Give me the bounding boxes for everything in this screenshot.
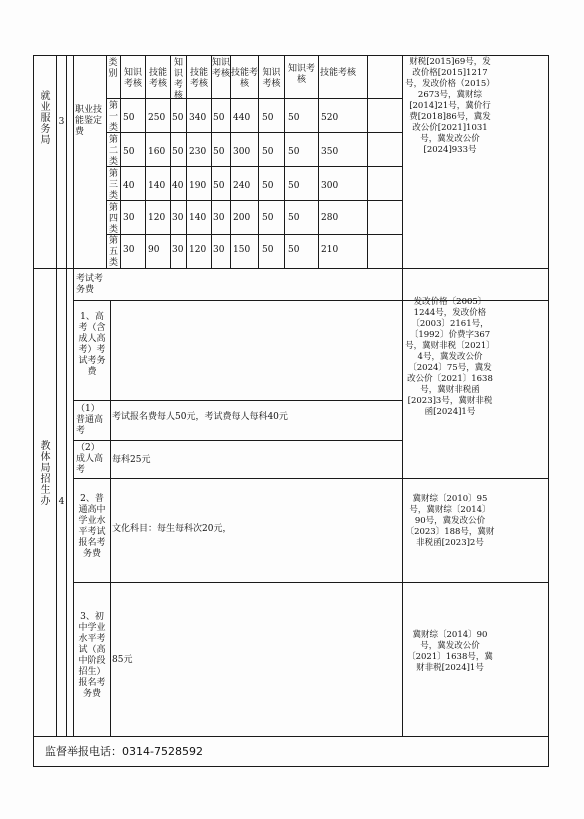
grid-line xyxy=(106,234,402,235)
cell: 150 xyxy=(233,245,251,255)
cell: 300 xyxy=(321,181,339,191)
cell: 50 xyxy=(213,181,225,191)
xuekao-label: 2、普通高中学业水平考试报名考务费 xyxy=(78,494,106,559)
table-border xyxy=(33,55,549,56)
cell: 140 xyxy=(189,213,207,223)
col-line xyxy=(56,55,57,737)
cell: 90 xyxy=(148,245,160,255)
xuekao-basis: 冀财综〔2010〕95号，冀财综〔2014〕90号，冀发改公价〔2023〕188号，冀财非税函[2023]2号 xyxy=(405,494,495,548)
cell: 210 xyxy=(321,245,339,255)
cell: 40 xyxy=(123,181,135,191)
cell: 140 xyxy=(148,181,166,191)
cell: 50 xyxy=(262,213,274,223)
header-col: 知识考核 xyxy=(287,64,315,85)
exam-fee-label: 考试考务费 xyxy=(76,274,104,295)
header-col: 技能考核 xyxy=(148,68,167,89)
grid-line xyxy=(73,400,402,401)
row-label: 第五类 xyxy=(108,236,118,268)
cell: 190 xyxy=(189,181,207,191)
hotline-text: 监督举报电话：0314-7528592 xyxy=(45,745,203,758)
header-col: 知识考核 xyxy=(123,68,142,89)
cell: 50 xyxy=(123,113,135,123)
row-index: 4 xyxy=(58,497,65,507)
cell: 280 xyxy=(321,213,339,223)
grid-line xyxy=(73,478,549,479)
cell: 50 xyxy=(213,147,225,157)
cell: 50 xyxy=(262,147,274,157)
grid-line xyxy=(106,98,402,99)
grid-line xyxy=(106,132,402,133)
col-line xyxy=(402,55,403,737)
col-line xyxy=(73,55,74,737)
cell: 30 xyxy=(172,213,184,223)
cell: 30 xyxy=(123,213,135,223)
department-name: 就业服务局 xyxy=(38,90,49,145)
row-label: 第三类 xyxy=(108,169,118,201)
row-label: 第一类 xyxy=(108,101,118,133)
cell: 50 xyxy=(123,147,135,157)
cell: 300 xyxy=(233,147,251,157)
cell: 50 xyxy=(213,113,225,123)
cell: 50 xyxy=(262,181,274,191)
cell: 340 xyxy=(189,113,207,123)
grid-line xyxy=(284,55,285,268)
item-name: 职业技能鉴定费 xyxy=(75,105,103,137)
cell: 50 xyxy=(288,181,300,191)
header-category: 类别 xyxy=(108,58,118,79)
header-col: 技能考核 xyxy=(231,68,259,89)
gaokao-label: 1、高考（含成人高考）考试考务费 xyxy=(78,312,106,377)
header-col: 技能考核 xyxy=(189,68,208,89)
table-border xyxy=(33,55,34,767)
xuekao-fee: 文化科目：每生每科次20元， xyxy=(112,524,232,534)
cell: 50 xyxy=(172,113,184,123)
header-col: 知识考核 xyxy=(173,58,183,101)
department-name: 教体局招生办 xyxy=(38,440,49,506)
pugao-label: （1）普通高考 xyxy=(76,404,104,436)
cell: 50 xyxy=(172,147,184,157)
cell: 440 xyxy=(233,113,251,123)
basis-text: 财税[2015]69号，发改价格[2015]1217号，发改价格（2015）2673号，冀财综[2014]21号，冀价行费[2018]86号，冀发改公价[2021]1031号，冀发改公价[2024]933号 xyxy=(405,57,495,155)
cell: 250 xyxy=(148,113,166,123)
grid-line xyxy=(73,582,549,583)
row-label: 第四类 xyxy=(108,203,118,235)
header-col: 知识考核 xyxy=(262,68,281,89)
cell: 520 xyxy=(321,113,339,123)
cell: 230 xyxy=(189,147,207,157)
cell: 50 xyxy=(288,245,300,255)
grid-line xyxy=(110,300,111,737)
cell: 120 xyxy=(189,245,207,255)
cell: 40 xyxy=(172,181,184,191)
cell: 120 xyxy=(148,213,166,223)
grid-line xyxy=(318,55,319,268)
col-line xyxy=(66,55,67,737)
grid-line xyxy=(106,200,402,201)
cell: 30 xyxy=(123,245,135,255)
cell: 350 xyxy=(321,147,339,157)
grid-line xyxy=(211,55,212,268)
cell: 200 xyxy=(233,213,251,223)
gaokao-basis: 发改价格〔2005〕1244号，发改价格〔2003〕2161号，〔1992〕价费字367号，冀财非税〔2021〕4号，冀发改公价〔2024〕75号，冀发改公价〔2021〕1638号，冀财非税函[2023]3号，冀财非税函[2024]1号 xyxy=(405,297,495,417)
cell: 30 xyxy=(172,245,184,255)
chenggao-fee: 每科25元 xyxy=(112,455,151,465)
cell: 30 xyxy=(213,245,225,255)
cell: 50 xyxy=(288,147,300,157)
pugao-fee: 考试报名费每人50元，考试费每人每科40元 xyxy=(112,412,288,422)
header-col: 知识考核 xyxy=(212,58,231,79)
cell: 160 xyxy=(148,147,166,157)
cell: 240 xyxy=(233,181,251,191)
zhongkao-basis: 冀财综〔2014〕90号，冀发改公价〔2021〕1638号，冀财非税[2024]1号 xyxy=(407,630,493,673)
cell: 50 xyxy=(262,113,274,123)
row-index: 3 xyxy=(58,117,65,127)
grid-line xyxy=(106,166,402,167)
zhongkao-fee: 85元 xyxy=(112,655,133,665)
grid-line xyxy=(367,55,368,268)
zhongkao-label: 3、初中学业水平考试（高中阶段招生）报名考务费 xyxy=(78,612,106,699)
cell: 30 xyxy=(213,213,225,223)
table-border xyxy=(33,766,549,767)
header-col: 技能考核 xyxy=(320,68,357,78)
table-border xyxy=(548,55,549,767)
row-label: 第二类 xyxy=(108,135,118,167)
cell: 50 xyxy=(262,245,274,255)
grid-line xyxy=(73,440,402,441)
cell: 50 xyxy=(288,213,300,223)
chenggao-label: （2）成人高考 xyxy=(76,443,104,475)
cell: 50 xyxy=(288,113,300,123)
